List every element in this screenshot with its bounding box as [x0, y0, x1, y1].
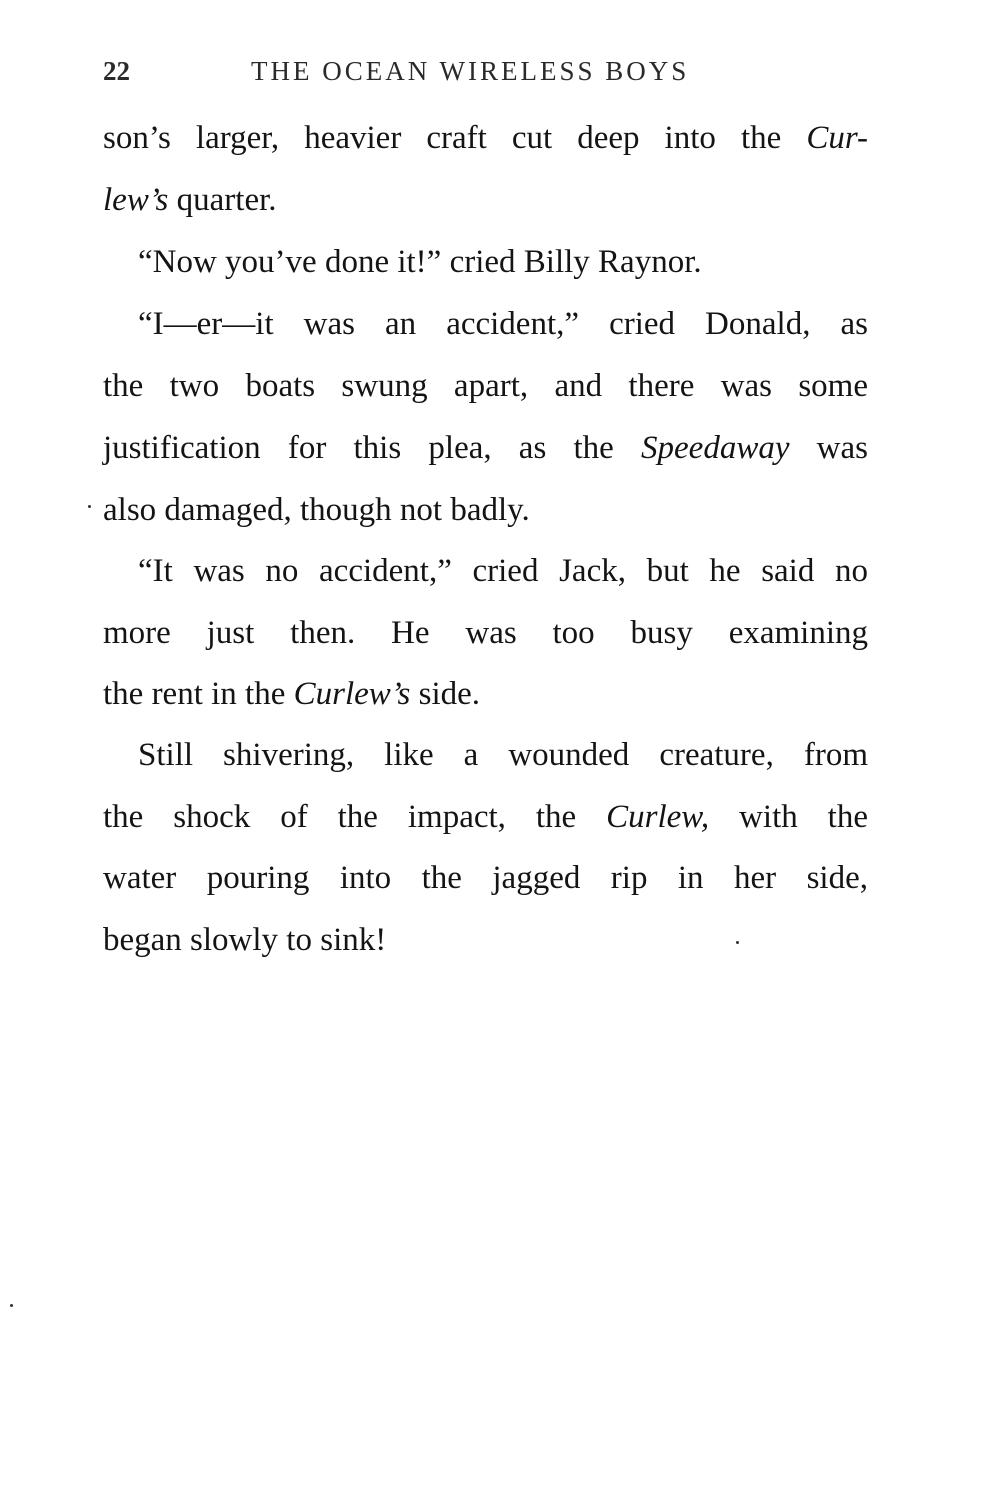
text-line: son’s larger, heavier craft cut deep into the Cur-: [103, 120, 868, 156]
text-line: also damaged, though not badly.: [103, 492, 530, 528]
text-line: the shock of the impact, the Curlew, with the: [103, 799, 868, 835]
text-line: the two boats swung apart, and there was some: [103, 368, 868, 404]
running-title: THE OCEAN WIRELESS BOYS: [251, 56, 690, 86]
text-line: justification for this plea, as the Speedaway was: [103, 430, 869, 466]
text-line: lew’s quarter.: [103, 182, 277, 218]
scan-speck: [10, 1304, 13, 1307]
running-head: [103, 52, 868, 92]
scan-speck: [88, 505, 91, 508]
page-number: 22: [103, 56, 130, 86]
text-line: “Now you’ve done it!” cried Billy Raynor.: [138, 244, 702, 280]
text-line: the rent in the Curlew’s side.: [103, 676, 481, 712]
text-line: “I—er—it was an accident,” cried Donald, as: [138, 306, 868, 342]
text-line: began slowly to sink!: [103, 922, 387, 958]
scan-speck: [736, 941, 739, 944]
text-line: more just then. He was too busy examining: [103, 615, 868, 651]
text-line: “It was no accident,” cried Jack, but he said no: [138, 553, 868, 589]
text-line: water pouring into the jagged rip in her side,: [103, 860, 868, 896]
text-line: Still shivering, like a wounded creature, from: [138, 737, 868, 773]
